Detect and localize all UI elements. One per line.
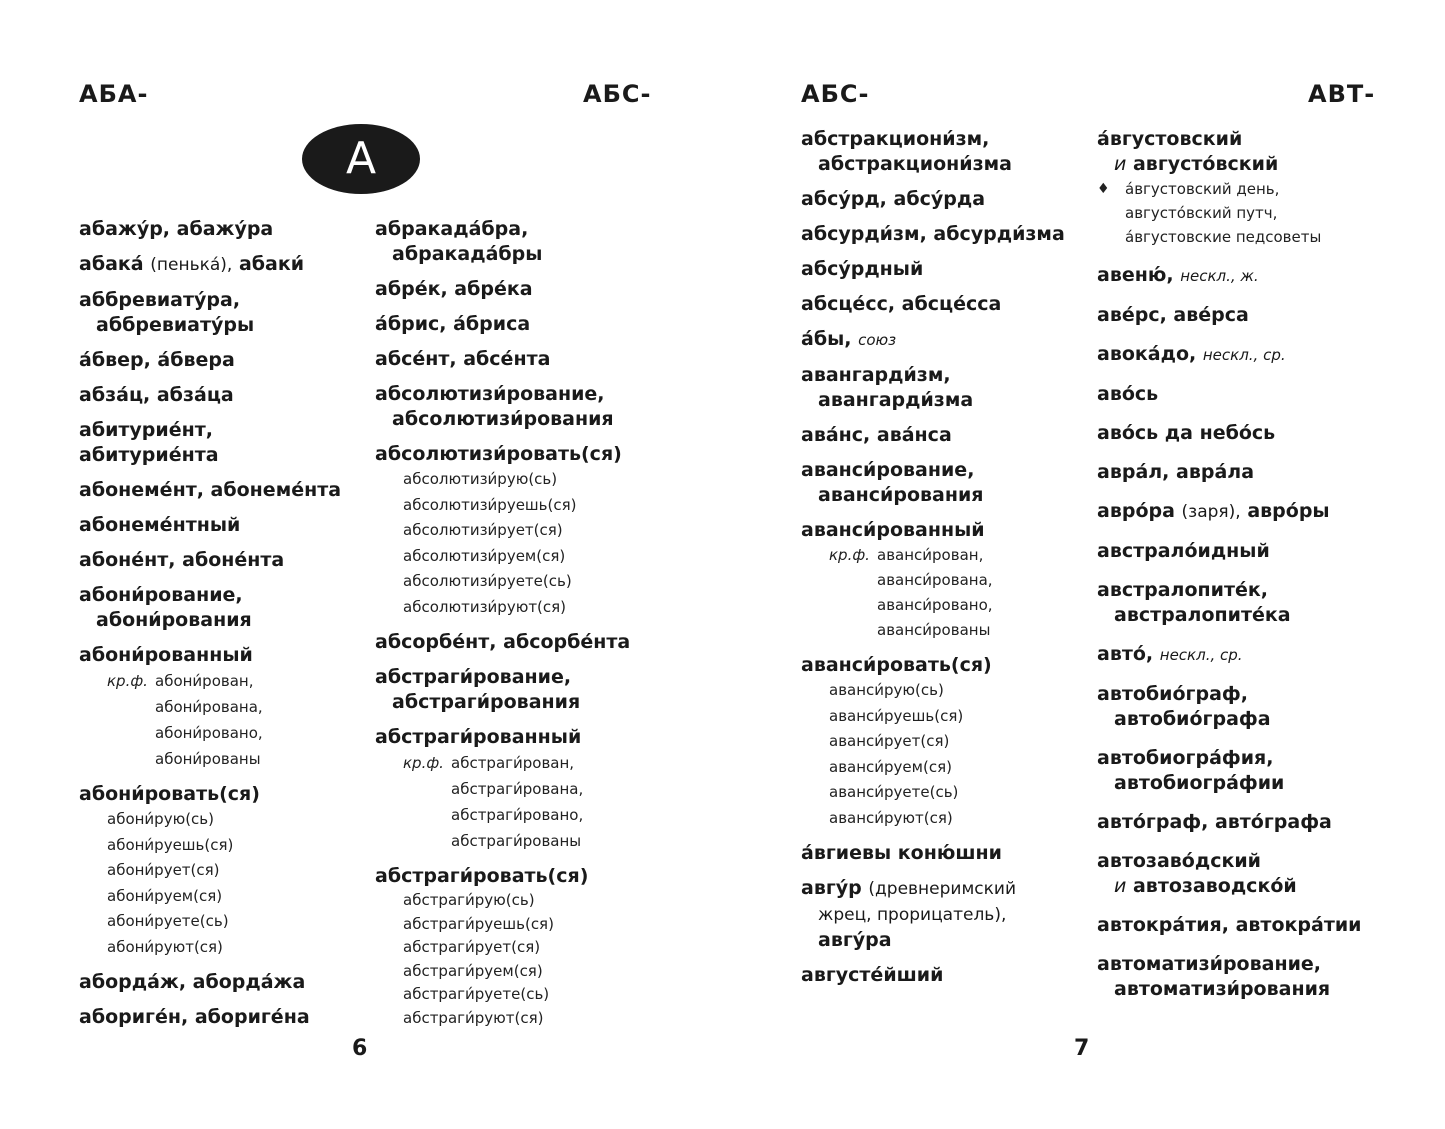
verb-form: абони́рую(сь) (107, 810, 214, 828)
entry-headword: августе́йший (801, 964, 944, 986)
entry-headword: а́вгиевы коню́шни (801, 842, 1002, 864)
short-form: абстраги́рован, (451, 754, 575, 772)
verb-form: абони́руют(ся) (107, 937, 223, 956)
entry-headword: абза́ц, абза́ца (79, 384, 234, 406)
entry-headword: абре́к, абре́ка (375, 278, 533, 300)
right-page-column-2 (1097, 127, 1397, 1012)
entry-headword: аванси́ровать(ся) (801, 654, 992, 676)
entry-headword: абажу́р, абажу́ра (79, 218, 274, 240)
grammar-label: союз (858, 331, 897, 349)
entry-headword: абориге́н, абориге́на (79, 1006, 310, 1028)
verb-form: аванси́руют(ся) (829, 808, 953, 827)
left-page-column-2 (375, 217, 675, 1040)
entry-headword: авангарди́зм, (801, 364, 951, 386)
entry-headword: абитурие́нт, абитурие́нта (79, 419, 219, 466)
verb-form: абони́руете(сь) (107, 912, 229, 930)
entry-headword: автобио́граф, (1097, 683, 1248, 705)
short-form: аванси́рована, (877, 571, 993, 589)
entry-headword: абстракциони́зм, (801, 128, 990, 150)
entry-headword-continuation: абстракциони́зма (818, 153, 1012, 175)
short-form: аванси́ровано, (877, 596, 993, 614)
short-form: абстраги́рована, (451, 780, 584, 798)
verb-form: аванси́рую(сь) (829, 681, 944, 699)
usage-example: августо́вский путч, (1125, 204, 1278, 222)
entry-headword: абака́ (пенька́), абаки́ (79, 253, 305, 275)
conjugation-forms (801, 678, 1091, 831)
short-form: аванси́рованы (877, 621, 991, 639)
entry-headword-continuation: авгу́ра (818, 929, 892, 951)
verb-form: аванси́руем(ся) (829, 757, 952, 776)
entry-headword: австралопите́к, (1097, 579, 1268, 601)
entry-headword: абсурди́зм, абсурди́зма (801, 223, 1065, 245)
entry-note: (заря), (1181, 502, 1241, 522)
short-form-label: кр.ф. (829, 546, 870, 564)
entry-headword: автозаво́дский (1097, 850, 1261, 872)
verb-form: абсолютизи́руете(сь) (403, 572, 572, 590)
short-form: абони́рован, (155, 672, 254, 690)
entry-headword: абракада́бра, (375, 218, 529, 240)
diamond-icon: ♦ (1097, 181, 1110, 197)
short-form-label: кр.ф. (107, 672, 148, 690)
page-number: 6 (352, 1036, 368, 1061)
entry-headword: ава́нс, ава́нса (801, 424, 952, 446)
conjugation-forms (375, 889, 675, 1030)
entry-note: жрец, прорицатель), (818, 905, 1007, 925)
verb-form: абстраги́руешь(ся) (403, 914, 554, 933)
entry-headword: авро́ра (заря), авро́ры (1097, 500, 1330, 522)
verb-form: абстраги́руют(ся) (403, 1008, 544, 1027)
short-form-label: кр.ф. (403, 754, 444, 772)
entry-headword: автокра́тия, автокра́тии (1097, 914, 1362, 936)
running-head-left: АБА- (79, 80, 149, 108)
entry-headword: авока́до, нескл., ср. (1097, 343, 1286, 365)
entry-headword: аванси́рование, (801, 459, 975, 481)
entry-headword: а́бвер, а́бвера (79, 349, 235, 371)
short-forms (79, 668, 359, 772)
entry-headword: а́брис, а́бриса (375, 313, 531, 335)
short-form: абони́ровано, (155, 724, 263, 742)
grammar-label: нескл., ср. (1202, 346, 1286, 364)
entry-headword: абсе́нт, абсе́нта (375, 348, 551, 370)
section-letter-badge: А (302, 124, 420, 194)
entry-headword-continuation: авангарди́зма (818, 389, 974, 411)
grammar-label: нескл., ср. (1159, 646, 1243, 664)
right-page (722, 0, 1445, 1129)
entry-headword-continuation: автобио́графа (1114, 708, 1271, 730)
entry-note: (древнеримский (868, 879, 1016, 899)
page-number: 7 (1074, 1036, 1090, 1061)
entry-headword: абстраги́рованный (375, 726, 582, 748)
entry-headword: авеню́, нескл., ж. (1097, 264, 1259, 286)
verb-form: абстраги́рует(ся) (403, 938, 541, 956)
entry-headword: абонеме́нтный (79, 514, 241, 536)
verb-form: абсолютизи́руют(ся) (403, 597, 567, 616)
entry-headword: абсолютизи́ровать(ся) (375, 443, 622, 465)
left-page (0, 0, 722, 1129)
entry-headword: абсолютизи́рование, (375, 383, 605, 405)
entry-headword: абстраги́ровать(ся) (375, 865, 589, 887)
entry-headword: абсу́рдный (801, 258, 924, 280)
conjugation-forms (375, 467, 675, 620)
entry-headword-continuation (801, 902, 1091, 928)
short-form: абони́рована, (155, 698, 263, 716)
short-form: абстраги́ровано, (451, 806, 584, 824)
short-forms (801, 543, 1091, 643)
usage-example: а́вгустовские педсоветы (1125, 228, 1322, 246)
verb-form: абстраги́руем(ся) (403, 961, 543, 980)
entry-headword: аво́сь да небо́сь (1097, 422, 1276, 444)
entry-headword-continuation: и августо́вский (1114, 153, 1279, 175)
grammar-label: нескл., ж. (1180, 267, 1259, 285)
entry-headword: абонеме́нт, абонеме́нта (79, 479, 342, 501)
entry-headword: авто́, нескл., ср. (1097, 643, 1243, 665)
entry-headword: аве́рс, аве́рса (1097, 304, 1249, 326)
verb-form: абони́руем(ся) (107, 886, 223, 905)
entry-headword: абсорбе́нт, абсорбе́нта (375, 631, 631, 653)
short-forms (375, 750, 675, 854)
verb-form: абони́руешь(ся) (107, 835, 234, 854)
entry-headword-continuation: и автозаводско́й (1114, 875, 1297, 897)
entry-headword: абоне́нт, абоне́нта (79, 549, 285, 571)
entry-note: (пенька́), (150, 255, 233, 275)
verb-form: аванси́рует(ся) (829, 732, 950, 750)
entry-headword: авгу́р (древнеримский (801, 877, 1016, 899)
entry-headword-continuation: аванси́рования (818, 484, 984, 506)
entry-headword: абони́рование, (79, 584, 243, 606)
entry-headword: автобиогра́фия, (1097, 747, 1274, 769)
running-head-left: АБС- (801, 80, 870, 108)
verb-form: абони́рует(ся) (107, 861, 220, 879)
verb-form: абсолютизи́руем(ся) (403, 546, 566, 565)
entry-headword: абсу́рд, абсу́рда (801, 188, 986, 210)
entry-headword: автоматизи́рование, (1097, 953, 1321, 975)
usage-examples (1097, 177, 1397, 249)
entry-headword: а́вгустовский (1097, 128, 1243, 150)
entry-headword: аббревиату́ра, (79, 289, 241, 311)
verb-form: абсолютизи́рует(ся) (403, 521, 563, 539)
short-form: абстраги́рованы (451, 832, 582, 850)
verb-form: аванси́руешь(ся) (829, 706, 964, 725)
entry-headword-continuation: абони́рования (96, 609, 252, 631)
entry-headword: аборда́ж, аборда́жа (79, 971, 306, 993)
entry-headword: авра́л, авра́ла (1097, 461, 1255, 483)
verb-form: абсолютизи́рую(сь) (403, 470, 558, 488)
running-head-right: АВТ- (1308, 80, 1376, 108)
entry-headword: авто́граф, авто́графа (1097, 811, 1332, 833)
short-form: аванси́рован, (877, 546, 984, 564)
verb-form: аванси́руете(сь) (829, 783, 959, 801)
entry-headword-continuation: аббревиату́ры (96, 314, 255, 336)
running-head-right: АБС- (583, 80, 652, 108)
entry-headword-continuation: абстраги́рования (392, 691, 581, 713)
entry-headword-continuation: австралопите́ка (1114, 604, 1291, 626)
entry-headword-continuation: автобиогра́фии (1114, 772, 1285, 794)
conjugation-forms (79, 807, 359, 960)
usage-example: а́вгустовский день, (1125, 180, 1280, 198)
right-page-column-1 (801, 127, 1091, 998)
entry-headword-continuation: автоматизи́рования (1114, 978, 1331, 1000)
short-form: абони́рованы (155, 750, 261, 768)
verb-form: абстраги́рую(сь) (403, 891, 535, 909)
entry-headword-continuation: абсолютизи́рования (392, 408, 614, 430)
entry-headword: абсце́сс, абсце́сса (801, 293, 1002, 315)
left-page-column-1 (79, 217, 359, 1040)
verb-form: абсолютизи́руешь(ся) (403, 495, 577, 514)
verb-form: абстраги́руете(сь) (403, 985, 550, 1003)
entry-headword: абони́ровать(ся) (79, 783, 260, 805)
entry-headword: а́бы, союз (801, 328, 897, 350)
entry-headword: австрало́идный (1097, 540, 1270, 562)
entry-headword: аво́сь (1097, 383, 1159, 405)
entry-headword: аванси́рованный (801, 519, 985, 541)
entry-headword-continuation: абракада́бры (392, 243, 543, 265)
entry-headword: абони́рованный (79, 644, 253, 666)
entry-headword: абстраги́рование, (375, 666, 572, 688)
